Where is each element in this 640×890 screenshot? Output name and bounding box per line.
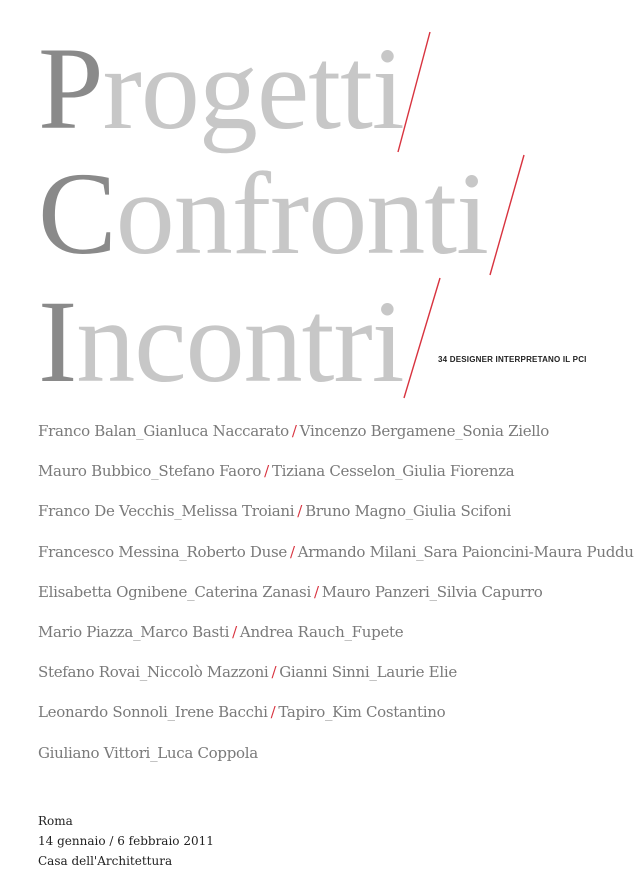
name-separator: _ xyxy=(167,703,175,722)
name-separator: _ xyxy=(416,542,424,561)
designer-name: Stefano Faoro xyxy=(158,462,262,481)
designer-name: Caterina Zanasi xyxy=(194,582,311,601)
designer-name: Giulia Scifoni xyxy=(412,502,511,521)
designer-name: Giulia Fiorenza xyxy=(402,462,515,481)
pair-divider-slash: / xyxy=(271,663,277,682)
designer-row xyxy=(38,422,633,462)
designer-name: Franco Balan xyxy=(38,422,137,440)
name-separator: _ xyxy=(429,582,437,601)
event-venue: Casa dell'Architettura xyxy=(38,854,173,868)
name-separator: _ xyxy=(344,622,352,641)
designer-name: Kim Costantino xyxy=(332,703,446,722)
name-separator: _ xyxy=(174,502,182,521)
event-city: Roma xyxy=(38,814,73,828)
designer-name: Stefano Rovai xyxy=(38,663,140,682)
designer-name: Armando Milani xyxy=(297,542,417,561)
title-initial: C xyxy=(38,148,116,279)
name-separator: _ xyxy=(133,622,141,641)
name-separator: _ xyxy=(324,703,333,722)
designer-name: Mauro Bubbico xyxy=(38,462,152,481)
designer-name: Niccolò Mazzoni xyxy=(146,663,269,682)
title-rest: onfronti xyxy=(115,148,488,279)
designer-row xyxy=(38,502,633,542)
designer-name: Tiziana Cesselon xyxy=(271,462,396,481)
event-dates: 14 gennaio / 6 febbraio 2011 xyxy=(38,834,214,848)
designer-name: Tapiro xyxy=(278,703,325,722)
designer-name: Sara Paioncini-Maura Puddu xyxy=(423,542,634,561)
title-rest: ncontri xyxy=(76,276,404,407)
name-separator: _ xyxy=(455,422,463,440)
pair-divider-slash: / xyxy=(297,502,303,521)
designer-name: Irene Bacchi xyxy=(174,703,268,722)
red-slash-2 xyxy=(490,155,524,275)
event-info xyxy=(38,811,214,871)
designer-name: Laurie Elie xyxy=(376,663,457,682)
designer-name: Luca Coppola xyxy=(157,743,258,762)
designer-name: Mario Piazza xyxy=(38,622,134,641)
designer-row xyxy=(38,663,633,703)
name-separator: _ xyxy=(151,462,159,481)
title-rest: rogetti xyxy=(102,23,404,154)
designer-name: Melissa Troiani xyxy=(181,502,295,521)
pair-divider-slash: / xyxy=(289,542,295,561)
designer-row xyxy=(38,583,633,623)
pair-divider-slash: / xyxy=(313,582,319,601)
designer-name: Giuliano Vittori xyxy=(38,743,151,762)
designer-name: Marco Basti xyxy=(140,622,230,641)
designer-row xyxy=(38,462,633,502)
designer-name: Elisabetta Ognibene xyxy=(38,582,188,601)
designer-name: Gianni Sinni xyxy=(279,663,370,682)
pair-divider-slash: / xyxy=(291,422,297,440)
designer-name: Andrea Rauch xyxy=(239,622,345,641)
designer-row xyxy=(38,543,633,583)
name-separator: _ xyxy=(136,422,144,440)
pair-divider-slash: / xyxy=(270,703,276,722)
designer-name: Leonardo Sonnoli xyxy=(38,703,168,722)
red-slash-3 xyxy=(404,278,440,398)
designer-name: Silvia Capurro xyxy=(436,582,543,601)
designer-row xyxy=(38,703,633,743)
designer-name: Sonia Ziello xyxy=(462,422,550,440)
subtitle: 34 DESIGNER INTERPRETANO IL PCI xyxy=(438,355,587,364)
designer-name: Vincenzo Bergamene xyxy=(299,422,456,440)
name-separator: _ xyxy=(405,502,413,521)
designer-name: Fupete xyxy=(351,622,404,641)
name-separator: _ xyxy=(369,663,377,682)
pair-divider-slash: / xyxy=(232,622,237,641)
designer-name: Gianluca Naccarato xyxy=(143,422,289,440)
designer-name: Bruno Magno xyxy=(305,502,406,521)
designer-name: Francesco Messina xyxy=(38,542,180,561)
title-initial: I xyxy=(38,276,77,407)
red-slash-1 xyxy=(398,32,430,152)
designer-name: Roberto Duse xyxy=(186,542,287,561)
designer-name: Mauro Panzeri xyxy=(321,582,430,601)
name-separator: _ xyxy=(187,582,195,601)
name-separator: _ xyxy=(150,743,158,762)
designer-list xyxy=(38,422,633,784)
title-initial: P xyxy=(38,23,103,154)
pair-divider-slash: / xyxy=(264,462,269,481)
designer-row xyxy=(38,744,633,784)
name-separator: _ xyxy=(179,542,187,561)
name-separator: _ xyxy=(139,663,147,682)
designer-row xyxy=(38,623,633,663)
name-separator: _ xyxy=(395,462,403,481)
designer-name: Franco De Vecchis xyxy=(38,502,175,521)
